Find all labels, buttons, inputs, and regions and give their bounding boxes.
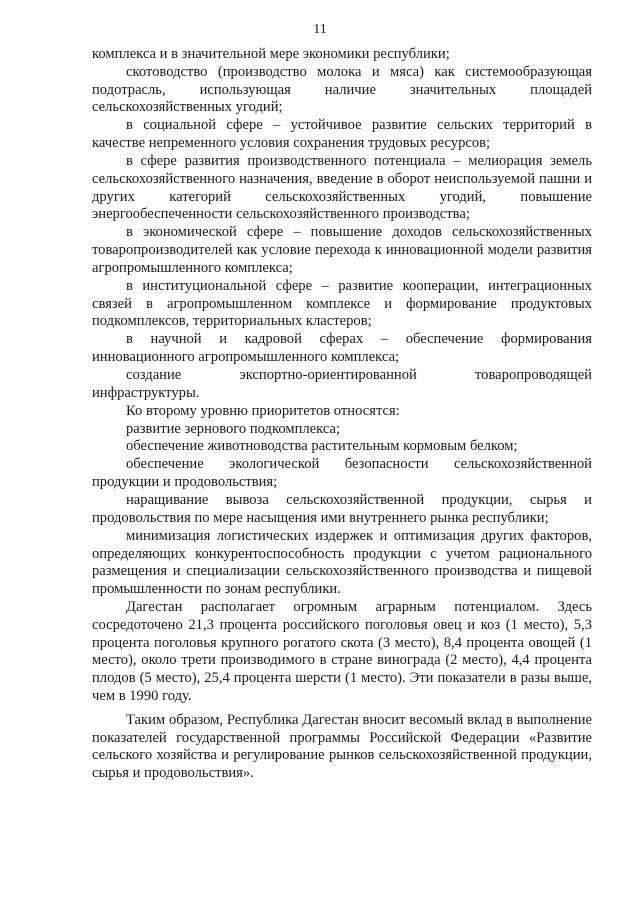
paragraph: Дагестан располагает огромным аграрным потенциалом. Здесь сосредоточено 21,3 процента российского поголовья овец и коз (1 место), 5,3 процента поголовья крупного рогатого скота (3 место), 8,4 процента овощей (1 место), около трети производимого в стране винограда (2 место), 4,4 процента плодов (5 место), 25,4 процента шерсти (1 место). Эти показатели в разы выше, чем в 1990 году. <box>92 599 592 704</box>
paragraph: создание экспортно-ориентированной товаропроводящей инфраструктуры. <box>92 367 592 401</box>
paragraph: в институциональной сфере – развитие кооперации, интеграционных связей в агропромышленном комплексе и формирование продуктовых подкомплексов, территориальных кластеров; <box>92 277 592 330</box>
paragraph: в научной и кадровой сферах – обеспечение формирования инновационного агропромышленного комплекса; <box>92 331 592 366</box>
paragraph: обеспечение экологической безопасности сельскохозяйственной продукции и продовольствия; <box>92 456 592 491</box>
paragraph: скотоводство (производство молока и мяса) как системообразующая подотрасль, использующая наличие значительных площадей сельскохозяйственных угодий; <box>92 63 592 116</box>
paragraph: в сфере развития производственного потенциала – мелиорация земель сельскохозяйственного назначения, введение в оборот неиспользуемой пашни и других категорий сельскохозяйственных угодий, повышение энергообеспеченности сельскохозяйственного производства; <box>92 153 592 223</box>
paragraph-continuation: комплекса и в значительной мере экономики республики; <box>92 46 450 62</box>
paragraph: обеспечение животноводства растительным кормовым белком; <box>126 438 518 455</box>
paragraph: Таким образом, Республика Дагестан вносит весомый вклад в выполнение показателей государственной программы Российской Федерации «Развитие сельского хозяйства и регулирование рынков сельскохозяйственной продукции, сырья и продовольствия». <box>92 711 592 782</box>
page-number: 11 <box>313 22 327 37</box>
paragraph: развитие зернового подкомплекса; <box>126 420 341 437</box>
paragraph: Ко второму уровню приоритетов относятся: <box>126 402 400 419</box>
paragraph: минимизация логистических издержек и оптимизация других факторов, определяющих конкурентоспособность продукции с учетом рационального размещения и специализации сельскохозяйственного производства и пищевой промышленности по зонам республики. <box>92 527 592 598</box>
paragraph: в экономической сфере – повышение доходов сельскохозяйственных товаропроизводителей как условие перехода к инновационной модели развития агропромышленного комплекса; <box>92 224 592 276</box>
paragraph: наращивание вывоза сельскохозяйственной продукции, сырья и продовольствия по мере насыщения ими внутреннего рынка республики; <box>92 492 592 526</box>
body-text <box>92 46 592 783</box>
paragraph: в социальной сфере – устойчивое развитие сельских территорий в качестве непременного условия сохранения трудовых ресурсов; <box>92 117 592 152</box>
